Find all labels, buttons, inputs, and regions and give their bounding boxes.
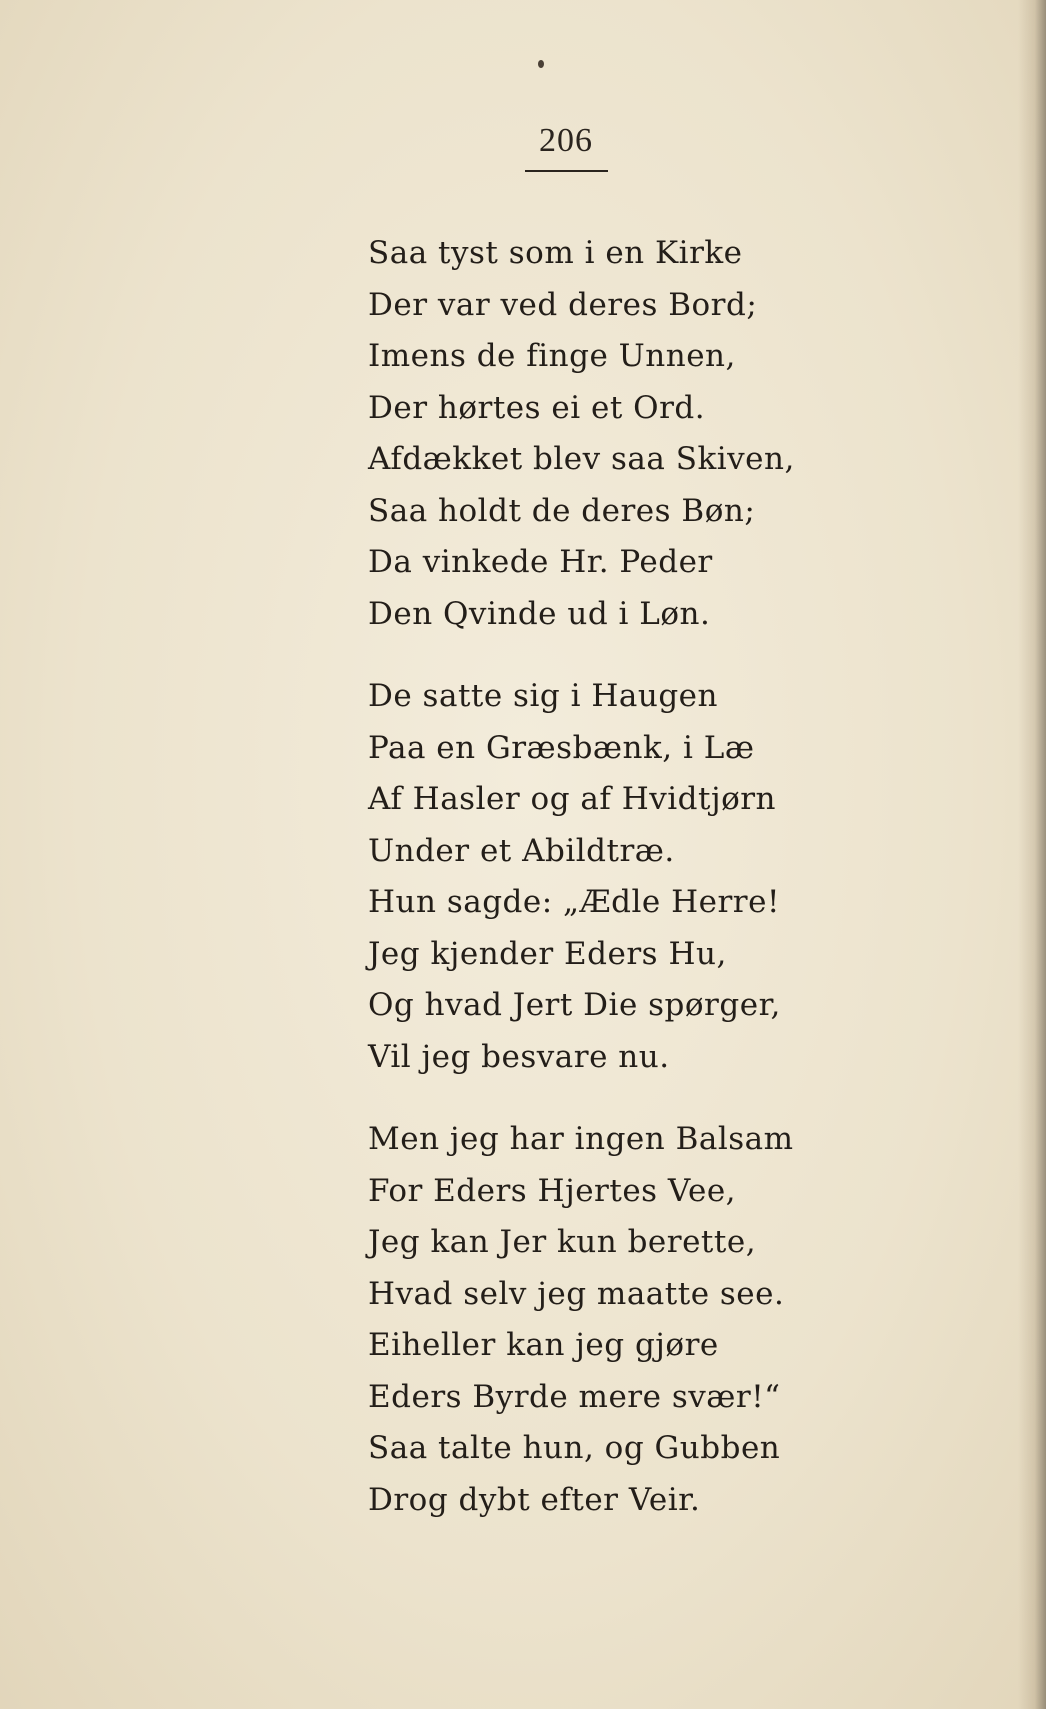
page-number-rule <box>525 170 608 172</box>
page-edge-shadow <box>1018 0 1046 1709</box>
verse-line: Jeg kan Jer kun berette, <box>368 1224 757 1260</box>
verse-line: Da vinkede Hr. Peder <box>368 544 713 580</box>
stanza-1 <box>368 228 795 640</box>
verse-line: Imens de finge Unnen, <box>368 338 736 374</box>
verse-line: Vil jeg besvare nu. <box>368 1038 670 1075</box>
verse-line: Under et Abildtræ. <box>368 832 675 869</box>
verse-line: Afdækket blev saa Skiven, <box>368 441 795 477</box>
page-number: 206 <box>539 122 593 159</box>
verse-line: Eiheller kan jeg gjøre <box>368 1327 719 1363</box>
verse-line: Saa talte hun, og Gubben <box>368 1430 781 1466</box>
verse-line: Den Qvinde ud i Løn. <box>368 595 711 632</box>
poem <box>368 228 795 1557</box>
stanza-3 <box>368 1114 794 1526</box>
verse-line: Hvad selv jeg maatte see. <box>368 1275 785 1312</box>
verse-line: Paa en Græsbænk, i Læ <box>368 729 755 766</box>
ink-speck <box>538 60 544 68</box>
verse-line: Hun sagde: „Ædle Herre! <box>368 884 780 920</box>
verse-line: For Eders Hjertes Vee, <box>368 1172 737 1209</box>
verse-line: De satte sig i Haugen <box>368 678 718 714</box>
verse-line: Drog dybt efter Veir. <box>368 1481 701 1518</box>
verse-line: Der var ved deres Bord; <box>368 286 758 323</box>
verse-line: Saa tyst som i en Kirke <box>368 235 743 271</box>
verse-line: Der hørtes ei et Ord. <box>368 389 706 426</box>
verse-line: Men jeg har ingen Balsam <box>368 1121 794 1157</box>
stanza-2 <box>368 671 788 1083</box>
verse-line: Saa holdt de deres Bøn; <box>368 492 756 529</box>
verse-line: Af Hasler og af Hvidtjørn <box>368 781 777 817</box>
verse-line: Og hvad Jert Die spørger, <box>368 987 781 1023</box>
verse-line: Jeg kjender Eders Hu, <box>368 935 727 972</box>
verse-line: Eders Byrde mere svær!“ <box>368 1378 781 1415</box>
